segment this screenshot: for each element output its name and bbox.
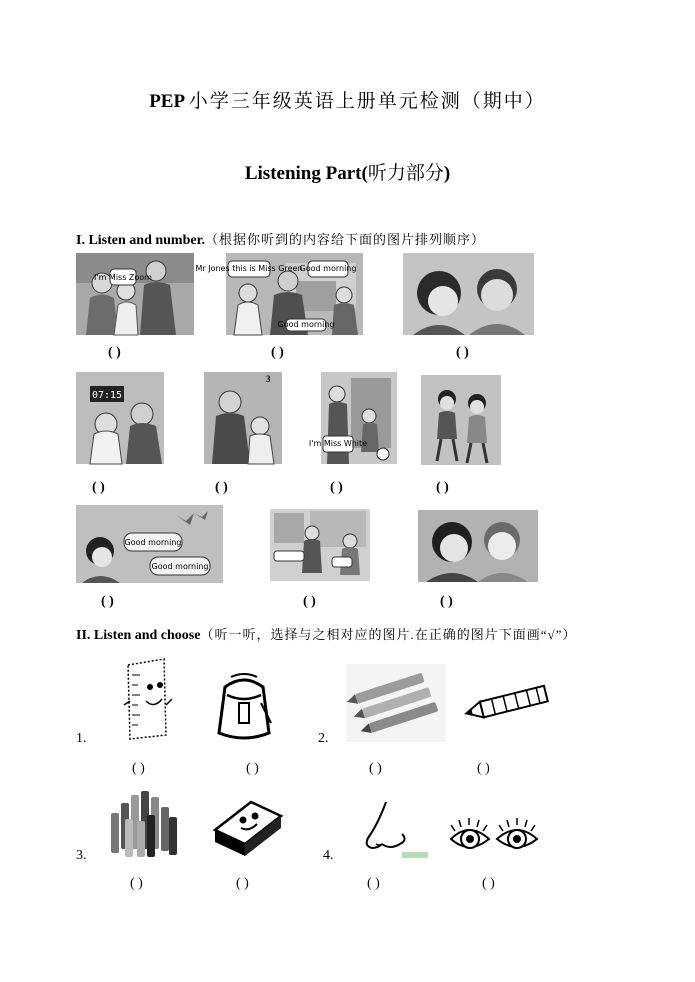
picture-6-door [308, 372, 397, 464]
answer-blank-item-2-b[interactable]: ( ) [477, 761, 490, 776]
subtitle-end: ) [443, 163, 451, 184]
picture-3-children [403, 253, 534, 335]
section-1-heading [76, 229, 485, 249]
answer-blank-item-4-b[interactable]: ( ) [482, 876, 495, 891]
picture-5-meeting [204, 372, 282, 464]
picture-2-caption-c: Good morning [277, 320, 335, 329]
answer-blank-1[interactable]: ( ) [108, 345, 121, 360]
pencil-icon [463, 681, 553, 725]
picture-5-number: 3 [266, 374, 271, 384]
picture-7-walking-kids [421, 375, 501, 465]
subtitle-cn: 听力部分 [367, 163, 444, 184]
answer-blank-item-3-b[interactable]: ( ) [236, 876, 249, 891]
page-title [0, 86, 695, 113]
picture-4-clock-time: 07:15 [91, 390, 123, 401]
picture-8-morning [76, 505, 223, 583]
picture-8-caption-a: Good morning [124, 538, 182, 547]
answer-blank-4[interactable]: ( ) [92, 480, 105, 495]
item-1-number: 1. [76, 731, 87, 746]
eyes-icon [447, 815, 541, 861]
answer-blank-5[interactable]: ( ) [215, 480, 228, 495]
section-1-title: I. Listen and number. [76, 233, 206, 248]
answer-blank-item-1-a[interactable]: ( ) [132, 761, 145, 776]
answer-blank-2[interactable]: ( ) [271, 345, 284, 360]
title-cn: 小学三年级英语上册单元检测（期中） [188, 91, 546, 112]
answer-blank-item-4-a[interactable]: ( ) [367, 876, 380, 891]
item-2-number: 2. [318, 731, 329, 746]
picture-2-greeting [195, 253, 363, 335]
nose-icon [346, 800, 430, 862]
section-2-heading [76, 624, 576, 644]
picture-10-girls [418, 510, 538, 582]
picture-2-caption-b: Good morning [299, 264, 357, 273]
schoolbag-icon [211, 673, 277, 743]
answer-blank-item-3-a[interactable]: ( ) [130, 876, 143, 891]
section-2-instruction: （听一听，选择与之相对应的图片.在正确的图片下面画“√”） [200, 627, 577, 642]
answer-blank-7[interactable]: ( ) [436, 480, 449, 495]
section-1-instruction: （根据你听到的内容给下面的图片排列顺序） [205, 232, 486, 247]
answer-blank-item-1-b[interactable]: ( ) [246, 761, 259, 776]
answer-blank-9[interactable]: ( ) [303, 594, 316, 609]
page-subtitle [0, 158, 695, 185]
picture-9-classroom [270, 509, 370, 581]
answer-blank-item-2-a[interactable]: ( ) [369, 761, 382, 776]
crayons-icon [346, 664, 446, 742]
eraser-icon [211, 796, 285, 858]
answer-blank-6[interactable]: ( ) [330, 480, 343, 495]
section-2-title: II. Listen and choose [76, 628, 201, 643]
item-3-number: 3. [76, 848, 87, 863]
picture-1-introduction [76, 253, 194, 335]
ruler-character-icon [118, 655, 174, 743]
answer-blank-8[interactable]: ( ) [101, 594, 114, 609]
picture-6-caption: I'm Miss White [308, 439, 368, 448]
picture-1-caption: I'm Miss Zoom [94, 273, 152, 282]
answer-blank-3[interactable]: ( ) [456, 345, 469, 360]
subtitle-en: Listening Part( [244, 163, 368, 184]
picture-4-clock [76, 372, 164, 464]
crayon-set-icon [107, 785, 179, 859]
item-4-number: 4. [323, 848, 334, 863]
answer-blank-10[interactable]: ( ) [440, 594, 453, 609]
picture-2-caption-a: Mr Jones this is Miss Green [195, 264, 303, 273]
picture-8-caption-b: Good morning [151, 562, 209, 571]
title-en: PEP [149, 91, 185, 112]
